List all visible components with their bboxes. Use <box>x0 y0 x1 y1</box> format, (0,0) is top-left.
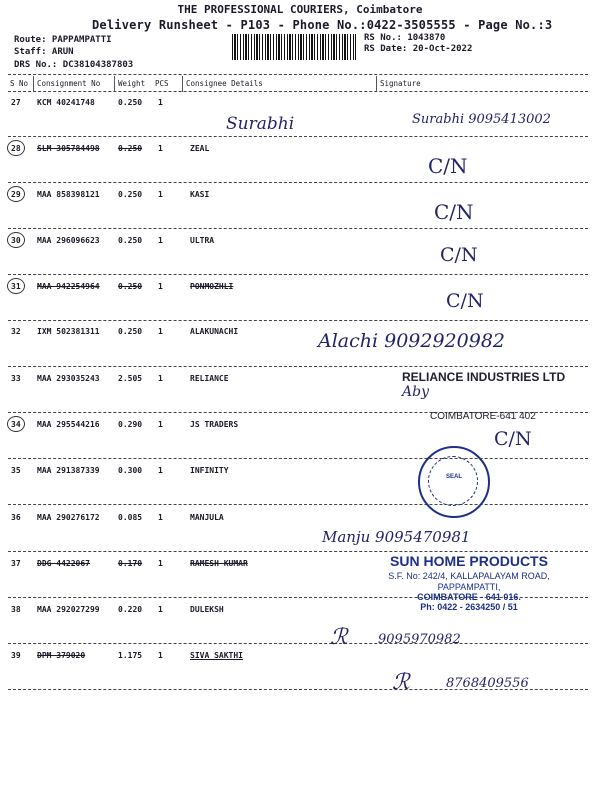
handwriting-cn: C/N <box>446 290 484 312</box>
row-sno: 31 <box>11 282 21 291</box>
drs-number: DRS No.: DC38104387803 <box>14 60 134 70</box>
handwriting-signature: Alachi 9092920982 <box>318 330 506 352</box>
row-pcs: 1 <box>158 420 163 429</box>
row-pcs: 1 <box>158 513 163 522</box>
reliance-stamp-name: RELIANCE INDUSTRIES LTD <box>402 370 566 384</box>
row-weight: 0.250 <box>118 144 143 153</box>
row-weight: 0.170 <box>118 559 143 568</box>
row-weight: 0.290 <box>118 420 143 429</box>
row-consignee: DULEKSH <box>190 605 224 614</box>
handwriting-phone: 9095970982 <box>378 632 461 647</box>
row-consignment: DDG 4422067 <box>37 559 90 568</box>
handwriting-cn: C/N <box>494 428 532 450</box>
row-sno: 35 <box>11 466 21 475</box>
row-pcs: 1 <box>158 144 163 153</box>
rs-number: RS No.: 1043870 <box>364 33 446 43</box>
col-pcs: PCS <box>155 79 169 88</box>
runsheet-subtitle: Delivery Runsheet - P103 - Phone No.:0422-3505555 - Page No.:3 <box>92 18 553 32</box>
handwriting-name: Surabhi <box>226 114 295 134</box>
row-consignee: JS TRADERS <box>190 420 239 429</box>
row-pcs: 1 <box>158 98 163 107</box>
row-pcs: 1 <box>158 605 163 614</box>
row-divider <box>8 458 588 459</box>
row-consignment: KCM 40241748 <box>37 98 95 107</box>
sun-stamp-address: S.F. No: 242/4, KALLAPALAYAM ROAD, <box>388 571 550 581</box>
handwriting-initials: ℛ <box>330 625 348 650</box>
seal-text: SEAL <box>445 474 462 480</box>
row-weight: 0.250 <box>118 282 143 291</box>
row-consignment: MAA 293035243 <box>37 374 100 383</box>
row-divider <box>8 228 588 229</box>
col-signature: Signature <box>380 79 421 88</box>
row-pcs: 1 <box>158 466 163 475</box>
sun-stamp-city: COIMBATORE - 641 016. <box>417 592 521 602</box>
row-pcs: 1 <box>158 559 163 568</box>
company-seal <box>418 446 490 518</box>
handwriting-signature: Manju 9095470981 <box>322 528 471 546</box>
handwriting-signature: Surabhi 9095413002 <box>412 112 551 127</box>
handwriting-cn: C/N <box>428 154 468 178</box>
col-consignment: Consignment No <box>37 79 101 88</box>
row-pcs: 1 <box>158 190 163 199</box>
sun-stamp-address: PAPPAMPATTI, <box>437 582 501 592</box>
handwriting-initials: ℛ <box>392 670 410 695</box>
row-sno: 33 <box>11 374 21 383</box>
row-divider <box>8 182 588 183</box>
row-consignee: MANJULA <box>190 513 224 522</box>
row-sno: 27 <box>11 98 21 107</box>
row-consignee: RELIANCE <box>190 374 229 383</box>
handwriting-cn: C/N <box>440 244 478 266</box>
row-weight: 0.250 <box>118 98 143 107</box>
row-weight: 0.250 <box>118 190 143 199</box>
row-consignee: ALAKUNACHI <box>190 327 239 336</box>
row-consignee: PONMOZHLI <box>190 282 234 291</box>
row-sno: 34 <box>11 420 21 429</box>
row-sno: 29 <box>11 190 21 199</box>
row-sno: 32 <box>11 327 21 336</box>
row-consignment: MAA 296096623 <box>37 236 100 245</box>
row-consignee: INFINITY <box>190 466 229 475</box>
handwriting-cn: C/N <box>434 200 474 224</box>
row-pcs: 1 <box>158 651 163 660</box>
row-sno: 30 <box>11 236 21 245</box>
rs-date: RS Date: 20-Oct-2022 <box>364 44 473 54</box>
col-sno: S No <box>10 79 29 88</box>
row-consignment: MAA 295544216 <box>37 420 100 429</box>
barcode <box>232 34 356 60</box>
col-divider <box>33 76 34 92</box>
row-sno: 37 <box>11 559 21 568</box>
row-weight: 2.505 <box>118 374 143 383</box>
row-divider <box>8 643 588 644</box>
row-pcs: 1 <box>158 236 163 245</box>
row-consignment: IXM 502381311 <box>37 327 100 336</box>
col-divider <box>114 76 115 92</box>
col-divider <box>376 76 377 92</box>
row-consignment: MAA 292027299 <box>37 605 100 614</box>
row-consignee: ULTRA <box>190 236 215 245</box>
row-weight: 0.220 <box>118 605 143 614</box>
row-pcs: 1 <box>158 282 163 291</box>
staff-label: Staff: ARUN <box>14 47 74 57</box>
row-sno: 28 <box>11 144 21 153</box>
row-consignee: SIVA SAKTHI <box>190 651 243 660</box>
row-divider <box>8 366 588 367</box>
reliance-stamp-city: COIMBATORE-641 402 <box>430 411 536 422</box>
sun-stamp-phone: Ph: 0422 - 2634250 / 51 <box>420 602 518 612</box>
sun-stamp-name: SUN HOME PRODUCTS <box>390 553 548 569</box>
handwriting-phone: 8768409556 <box>446 676 529 691</box>
row-weight: 1.175 <box>118 651 143 660</box>
row-consignee: KASI <box>190 190 210 199</box>
row-pcs: 1 <box>158 374 163 383</box>
row-consignment: SLM 305784498 <box>37 144 100 153</box>
col-consignee: Consignee Details <box>186 79 263 88</box>
row-sno: 39 <box>11 651 21 660</box>
row-consignment: MAA 290276172 <box>37 513 100 522</box>
row-divider <box>8 320 588 321</box>
row-consignment: DPM 379020 <box>37 651 86 660</box>
row-divider <box>8 504 588 505</box>
col-divider <box>182 76 183 92</box>
row-divider <box>8 551 588 552</box>
row-weight: 0.250 <box>118 236 143 245</box>
row-sno: 36 <box>11 513 21 522</box>
row-weight: 0.250 <box>118 327 143 336</box>
row-consignee: ZEAL <box>190 144 210 153</box>
row-sno: 38 <box>11 605 21 614</box>
col-weight: Weight <box>118 79 146 88</box>
row-consignment: MAA 858398121 <box>37 190 100 199</box>
row-divider <box>8 136 588 137</box>
row-weight: 0.300 <box>118 466 143 475</box>
route-label: Route: PAPPAMPATTI <box>14 35 112 45</box>
row-pcs: 1 <box>158 327 163 336</box>
row-consignment: MAA 942254964 <box>37 282 100 291</box>
row-consignment: MAA 291387339 <box>37 466 100 475</box>
header-divider-bottom <box>8 91 588 92</box>
handwriting-initials: Aby <box>402 384 429 400</box>
row-weight: 0.085 <box>118 513 143 522</box>
row-consignee: RAMESH KUMAR <box>190 559 248 568</box>
row-divider <box>8 274 588 275</box>
header-divider-top <box>8 74 588 75</box>
company-title: THE PROFESSIONAL COURIERS, Coimbatore <box>177 3 423 16</box>
